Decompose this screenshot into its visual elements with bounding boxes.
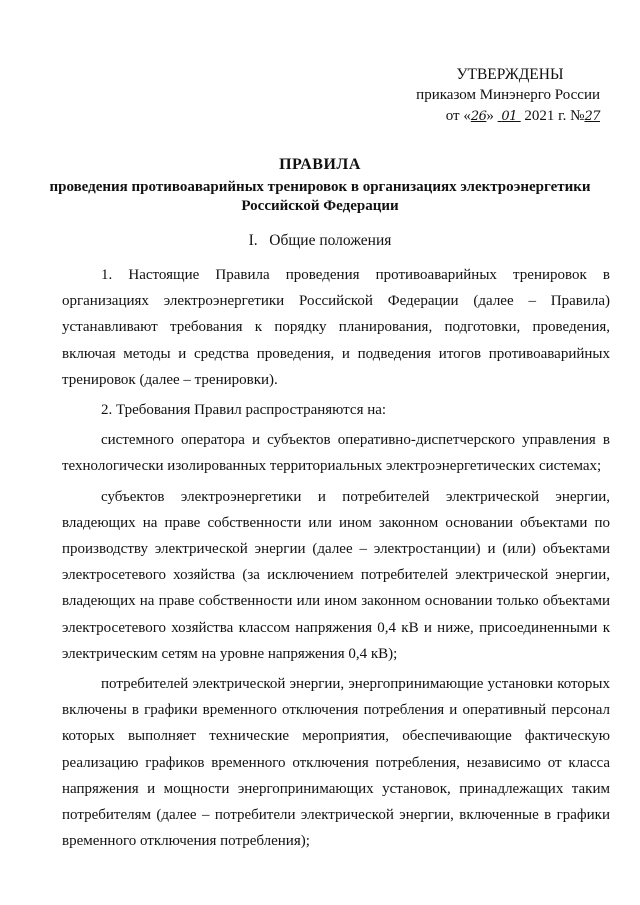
paragraph-3: системного оператора и субъектов оперативно-диспетчерского управления в технологически изолированных территориальных электроэнергетических системах; [62, 432, 610, 475]
date-mid: » [486, 108, 494, 124]
section-heading: I. Общие положения [248, 232, 392, 249]
handwritten-month: 01 [501, 109, 517, 124]
title-subtitle-line1: проведения противоаварийных тренировок в организациях электроэнергетики [49, 179, 591, 195]
paragraph-5: потребителей электрической энергии, энергопринимающие установки которых включены в графики временного отключения потребления и оперативный персонал которых выполняет технические мероприятия, обеспечивающие фактическую реализацию графиков временного отключения потребления, независимо от класса напряжения и мощности энергопринимающих установок, принадлежащих таким потребителям (далее – потребители электрической энергии, включенные в графики временного отключения потребления); [62, 676, 610, 850]
document-title [40, 155, 600, 216]
paragraph-1: 1. Настоящие Правила проведения противоаварийных тренировок в организациях электроэнергетики Российской Федерации (далее – Правила) устанавливают требования к порядку планирования, подготовки, проведения, включая методы и средства проведения, и подведения итогов противоаварийных тренировок (далее – тренировки). [62, 267, 610, 388]
date-year: 2021 г. № [524, 108, 585, 124]
handwritten-day: 26 [470, 109, 487, 124]
approval-date-line [390, 106, 600, 127]
paragraph-2: 2. Требования Правил распространяются на: [101, 402, 387, 419]
handwritten-number: 27 [584, 109, 600, 124]
approval-stamp [390, 64, 600, 127]
title-main: ПРАВИЛА [279, 156, 361, 173]
title-subtitle-line2: Российской Федерации [241, 198, 399, 214]
approval-heading: УТВЕРЖДЕНЫ [456, 66, 564, 83]
approval-order-line: приказом Минэнерго России [416, 87, 600, 103]
date-prefix: от « [445, 108, 471, 124]
document-body [62, 262, 610, 854]
paragraph-4: субъектов электроэнергетики и потребителей электрической энергии, владеющих на праве собственности или ином законном основании объектами по производству электрической энергии (далее – электростанции) и (или) объектами электросетевого хозяйства (за исключением потребителей электрической энергии, владеющих на праве собственности или ином законном основании только объектами электросетевого хозяйства классом напряжения 0,4 кВ и ниже, присоединенными к электрическим сетям на уровне напряжения 0,4 кВ); [62, 488, 610, 662]
